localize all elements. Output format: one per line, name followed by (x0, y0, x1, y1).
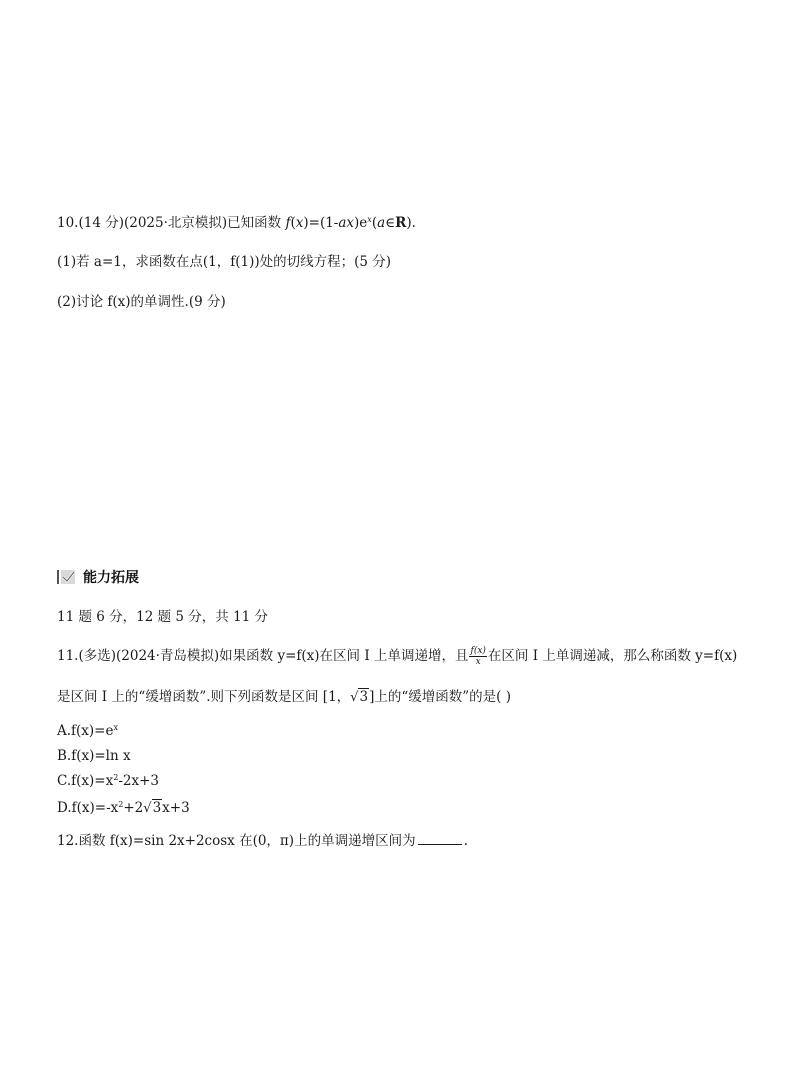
q11-option-d-sup: 2 (118, 800, 124, 809)
q10-stem-part: ( (371, 215, 378, 231)
q12 (57, 832, 468, 850)
q10-part2: (2)讨论 f(x)的单调性.(9 分) (57, 294, 226, 310)
q12-answer-blank (418, 832, 462, 845)
q11-option-c (57, 772, 159, 790)
q11-option-b: B.f(x)=ln x (57, 748, 131, 764)
q12-text-a: 12.函数 f(x)=sin 2x+2cosx 在(0，π)上的单调递增区间为 (57, 833, 416, 849)
q11-line1 (57, 646, 737, 667)
q11-line1-b: 在区间 I 上单调递减，那么称函数 y=f(x) (487, 648, 738, 664)
q11-line1-a: 11.(多选)(2024·青岛模拟)如果函数 y=f(x)在区间 I 上单调递增，且 (57, 648, 469, 664)
q10-stem-part: )e (354, 215, 368, 231)
q10-stem-f: f (285, 215, 291, 231)
q11-option-a-text: A.f(x)=e (57, 723, 114, 739)
q11-line2 (57, 688, 511, 707)
q11-option-a (57, 722, 118, 740)
q11-option-c-b: -2x+3 (118, 773, 159, 789)
q10-stem-end: ). (406, 215, 416, 231)
q11-option-c-a: C.f(x)=x (57, 773, 114, 789)
q10-stem (57, 214, 416, 232)
q11-fraction (469, 646, 486, 667)
q11-line2-b: ]上的“缓增函数”的是( ) (369, 689, 511, 705)
q11-option-a-sup: x (113, 723, 119, 732)
q11-frac-num: f(x) (470, 646, 486, 656)
q11-option-c-sup: 2 (113, 773, 119, 782)
checkmark-pencil-icon (57, 568, 77, 586)
q10-stem-part: )=(1- (303, 215, 339, 231)
q10-stem-part: ( (290, 215, 296, 231)
q11-sqrt-value: 3 (359, 689, 369, 705)
q11-option-d-a: D.f(x)=-x (57, 800, 119, 816)
score-note: 11 题 6 分，12 题 5 分，共 11 分 (57, 609, 269, 625)
q10-stem-sup: x (367, 215, 372, 224)
q11-option-d-sqrt: √3 (143, 800, 162, 816)
q10-stem-ax: ax (338, 215, 355, 231)
q11-line2-a: 是区间 I 上的“缓增函数”.则下列函数是区间 [1， (57, 689, 351, 705)
section-header (57, 567, 139, 587)
q11-option-d-c: x+3 (162, 800, 190, 816)
q11-option-d (57, 799, 190, 818)
q12-text-b: . (463, 833, 468, 849)
q10-part1: (1)若 a=1，求函数在点(1，f(1))处的切线方程；(5 分) (57, 254, 392, 270)
q11-option-d-sqrt-value: 3 (152, 800, 162, 816)
q11-sqrt: √3 (350, 689, 369, 705)
q10-stem-R: R (395, 215, 407, 231)
q10-stem-in: ∈ (385, 215, 396, 231)
section-title: 能力拓展 (83, 570, 139, 586)
q11-option-d-b: +2 (123, 800, 144, 816)
q10-stem-a: a (377, 215, 386, 231)
q10-stem-prefix: 10.(14 分)(2025·北京模拟)已知函数 (57, 215, 286, 231)
q10-stem-x: x (295, 215, 304, 231)
q11-frac-den: x (475, 657, 481, 667)
